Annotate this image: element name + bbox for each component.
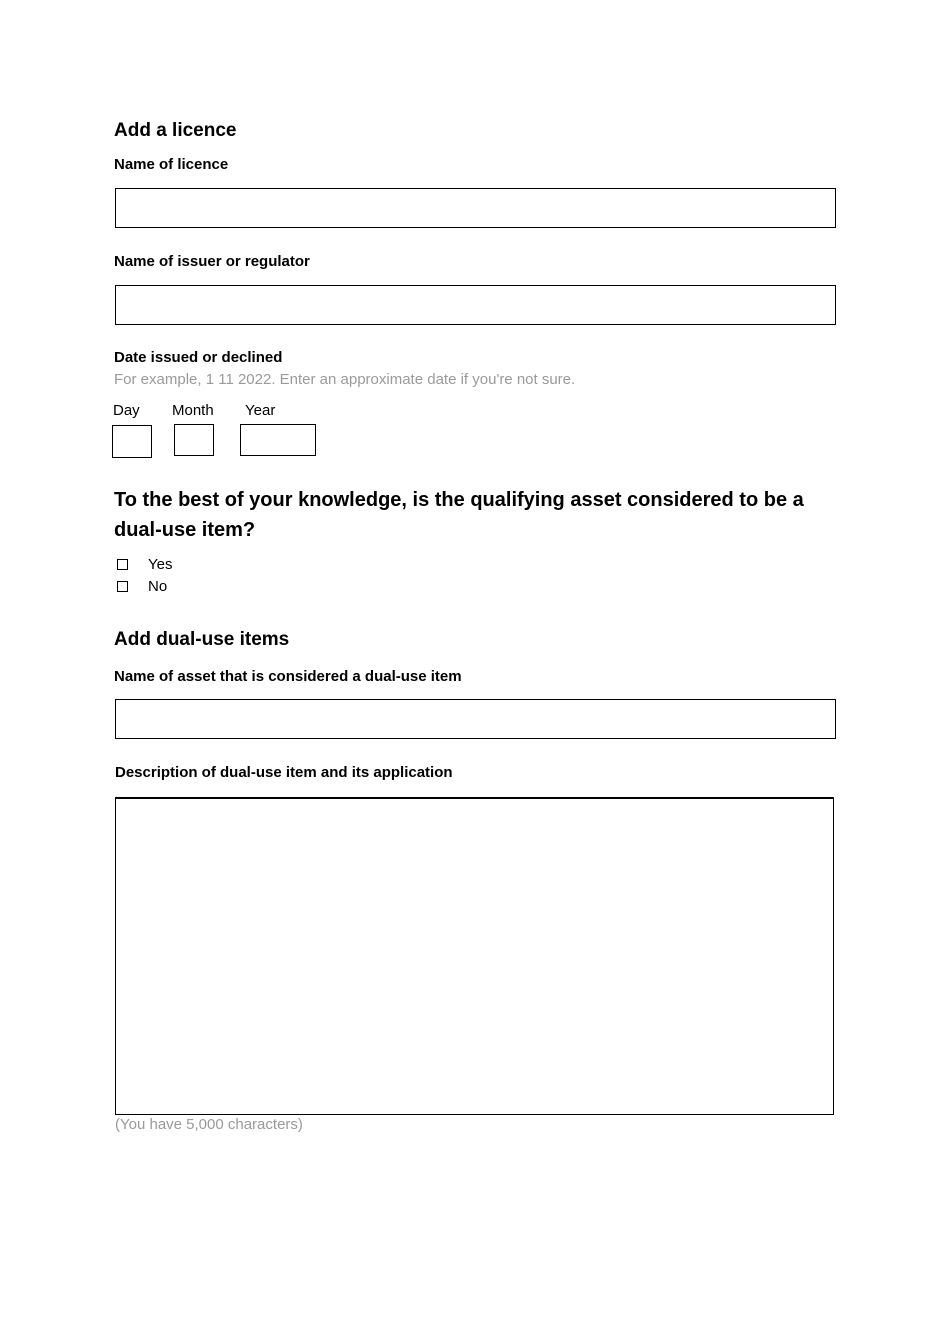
- name-of-licence-label: Name of licence: [114, 156, 229, 173]
- yes-checkbox[interactable]: [117, 559, 128, 570]
- no-option-label: No: [148, 578, 168, 595]
- description-textarea[interactable]: [115, 797, 834, 1115]
- asset-name-label: Name of asset that is considered a dual-use item: [114, 668, 462, 685]
- issuer-label: Name of issuer or regulator: [114, 253, 310, 270]
- issuer-input[interactable]: [115, 285, 836, 325]
- month-input[interactable]: [174, 424, 214, 456]
- year-label: Year: [245, 402, 276, 419]
- character-count: (You have 5,000 characters): [115, 1116, 303, 1133]
- year-input[interactable]: [240, 424, 316, 456]
- description-label: Description of dual-use item and its application: [115, 764, 453, 781]
- day-input[interactable]: [112, 425, 152, 458]
- month-label: Month: [172, 402, 214, 419]
- dual-use-question: To the best of your knowledge, is the qualifying asset considered to be a dual-use item?: [114, 489, 804, 541]
- yes-option-label: Yes: [148, 556, 173, 573]
- date-label: Date issued or declined: [114, 349, 283, 366]
- day-label: Day: [113, 402, 140, 419]
- asset-name-input[interactable]: [115, 699, 836, 739]
- licence-section-heading: Add a licence: [114, 120, 237, 141]
- date-hint: For example, 1 11 2022. Enter an approximate date if you're not sure.: [114, 371, 576, 388]
- no-checkbox[interactable]: [117, 581, 128, 592]
- name-of-licence-input[interactable]: [115, 188, 836, 228]
- dual-use-items-heading: Add dual-use items: [114, 629, 290, 650]
